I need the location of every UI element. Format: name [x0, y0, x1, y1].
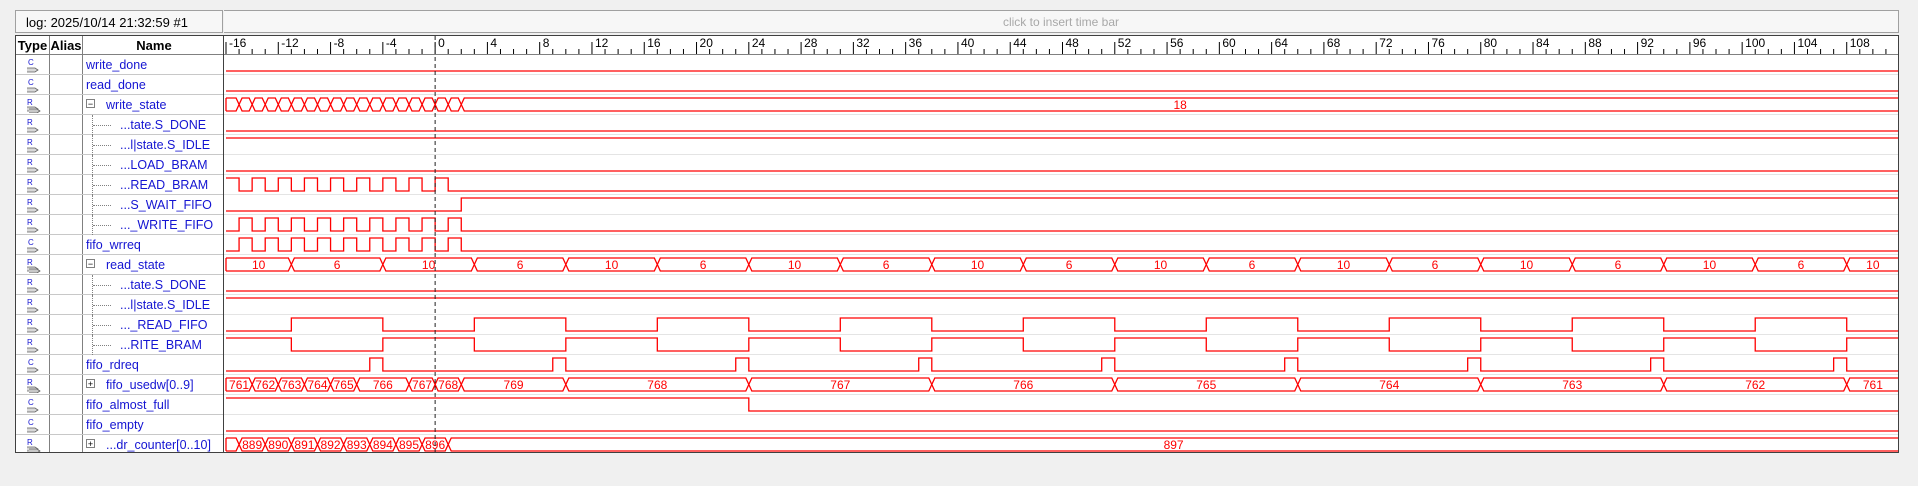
type-cell [16, 235, 50, 254]
svg-text:R: R [27, 318, 33, 327]
alias-cell[interactable] [50, 295, 83, 314]
signal-row[interactable] [16, 55, 224, 75]
svg-text:C: C [28, 358, 34, 367]
collapse-toggle-icon[interactable]: − [87, 259, 94, 269]
bus-value-label: 765 [333, 378, 354, 392]
signal-name[interactable]: write_state [106, 98, 167, 112]
tree-branch [93, 345, 111, 347]
bus-value-label: 761 [229, 378, 250, 392]
bus-segment[interactable] [317, 98, 330, 111]
signal-name[interactable]: ...LOAD_BRAM [120, 158, 208, 172]
bus-segment[interactable] [422, 98, 435, 111]
time-tick-label: 8 [542, 36, 550, 50]
signal-list-panel [15, 35, 224, 453]
time-tick-label: 28 [804, 36, 818, 50]
bus-value-label: 10 [1519, 258, 1534, 272]
bus-value-label: 6 [882, 258, 890, 272]
register-icon [25, 117, 41, 133]
type-cell [16, 315, 50, 334]
type-cell [16, 295, 50, 314]
bus-segment[interactable] [265, 98, 278, 111]
time-tick-label: 36 [908, 36, 923, 50]
expand-toggle-icon[interactable]: + [87, 379, 94, 389]
bus-value-label: 896 [425, 438, 446, 452]
register-bus-icon [25, 97, 41, 113]
alias-cell[interactable] [50, 155, 83, 174]
signal-row[interactable] [16, 235, 224, 255]
waveform-panel[interactable] [224, 35, 1899, 453]
bus-value-label: 10 [1866, 258, 1880, 272]
bus-value-label: 890 [268, 438, 289, 452]
type-column-header[interactable]: Type [16, 36, 50, 55]
bus-value-label: 10 [421, 258, 436, 272]
time-tick-label: -12 [281, 36, 299, 50]
signal-name[interactable]: ..._READ_FIFO [120, 318, 208, 332]
bus-segment[interactable] [239, 98, 252, 111]
bus-segment[interactable] [448, 98, 461, 111]
signal-waveform[interactable] [226, 218, 1899, 231]
register-icon [25, 277, 41, 293]
bus-value-label: 766 [1013, 378, 1034, 392]
bus-value-label: 895 [398, 438, 419, 452]
time-tick-label: 60 [1222, 36, 1236, 50]
output-pin-icon [25, 417, 41, 433]
tree-branch [93, 285, 111, 287]
alias-cell[interactable] [50, 395, 83, 414]
bus-value-label: 762 [255, 378, 276, 392]
type-cell [16, 155, 50, 174]
register-icon [25, 137, 41, 153]
signal-row[interactable] [16, 275, 224, 295]
time-tick-label: 100 [1745, 36, 1766, 50]
alias-cell[interactable] [50, 375, 83, 394]
bus-value-label: 767 [412, 378, 433, 392]
bus-segment[interactable] [370, 98, 383, 111]
time-tick-label: 52 [1117, 36, 1132, 50]
time-tick-label: -4 [385, 36, 397, 50]
bus-value-label: 893 [346, 438, 367, 452]
svg-text:C: C [28, 398, 34, 407]
signal-name[interactable]: fifo_empty [86, 418, 144, 432]
bus-value-label: 10 [970, 258, 985, 272]
register-icon [25, 177, 41, 193]
signal-waveform[interactable] [226, 398, 1899, 411]
register-icon [25, 217, 41, 233]
time-tick-label: 44 [1013, 36, 1027, 50]
register-bus-icon [25, 377, 41, 393]
svg-text:R: R [27, 198, 33, 207]
time-tick-label: 72 [1379, 36, 1393, 50]
signal-row[interactable] [16, 415, 224, 435]
bus-value-label: 767 [830, 378, 851, 392]
alias-cell[interactable] [50, 435, 83, 453]
signal-name[interactable]: ..._WRITE_FIFO [120, 218, 214, 232]
signal-name[interactable]: ...l|state.S_IDLE [120, 298, 211, 312]
register-icon [25, 317, 41, 333]
type-cell [16, 55, 50, 74]
bus-value-label: 764 [307, 378, 328, 392]
signal-row[interactable] [16, 255, 224, 275]
alias-cell[interactable] [50, 175, 83, 194]
signal-row[interactable] [16, 435, 224, 453]
time-tick-label: 96 [1692, 36, 1707, 50]
tree-branch [93, 185, 111, 187]
alias-cell[interactable] [50, 415, 83, 434]
log-label[interactable]: log: 2025/10/14 21:32:59 #1 [15, 10, 223, 33]
signal-waveform[interactable] [226, 338, 1899, 351]
signal-name[interactable]: fifo_rdreq [86, 358, 139, 372]
svg-text:C: C [28, 58, 34, 67]
svg-text:R: R [27, 218, 33, 227]
svg-text:R: R [27, 118, 33, 127]
tree-branch [93, 165, 111, 167]
output-pin-icon [25, 77, 41, 93]
signal-row[interactable] [16, 195, 224, 215]
bus-value-label: 897 [1163, 438, 1184, 452]
bus-value-label: 769 [503, 378, 524, 392]
bus-value-label: 6 [1797, 258, 1805, 272]
time-tick-label: 80 [1483, 36, 1498, 50]
bus-value-label: 18 [1173, 98, 1187, 112]
bus-value-label: 762 [1745, 378, 1766, 392]
output-pin-icon [25, 397, 41, 413]
bus-value-label: 6 [699, 258, 707, 272]
svg-text:R: R [27, 158, 33, 167]
bus-value-label: 889 [242, 438, 263, 452]
bus-value-label: 768 [647, 378, 668, 392]
signal-name[interactable]: ...READ_BRAM [120, 178, 209, 192]
bus-value-label: 10 [787, 258, 802, 272]
type-cell [16, 195, 50, 214]
register-icon [25, 297, 41, 313]
bus-segment[interactable] [226, 98, 239, 111]
signal-waveform[interactable] [226, 358, 1899, 371]
time-tick-label: 76 [1431, 36, 1445, 50]
signal-row[interactable] [16, 175, 224, 195]
type-cell [16, 175, 50, 194]
signal-name[interactable]: fifo_almost_full [86, 398, 170, 412]
bus-value-label: 763 [1562, 378, 1583, 392]
type-cell [16, 375, 50, 394]
signal-waveform[interactable] [226, 198, 1899, 211]
register-bus-icon [25, 257, 41, 273]
svg-text:R: R [27, 278, 33, 287]
bus-segment[interactable] [409, 98, 422, 111]
bus-segment[interactable] [344, 98, 357, 111]
time-tick-label: 84 [1536, 36, 1550, 50]
signal-row[interactable] [16, 215, 224, 235]
signal-name[interactable]: fifo_wrreq [86, 238, 141, 252]
bus-segment[interactable] [291, 98, 304, 111]
insert-time-bar-hint[interactable]: click to insert time bar [224, 10, 1899, 33]
time-tick-label: 64 [1274, 36, 1288, 50]
signal-name[interactable]: ...tate.S_DONE [120, 278, 207, 292]
time-tick-label: 32 [856, 36, 870, 50]
time-tick-label: 20 [699, 36, 713, 50]
alias-column-header[interactable]: Alias [50, 38, 82, 53]
signal-name[interactable]: ...l|state.S_IDLE [120, 138, 211, 152]
register-bus-icon [25, 437, 41, 453]
bus-value-label: 768 [438, 378, 459, 392]
bus-value-label: 764 [1379, 378, 1400, 392]
type-cell [16, 415, 50, 434]
signal-name[interactable]: read_state [106, 258, 166, 272]
type-cell [16, 115, 50, 134]
bus-value-label: 763 [281, 378, 302, 392]
type-cell [16, 435, 50, 453]
bus-value-label: 765 [1196, 378, 1217, 392]
type-cell [16, 215, 50, 234]
register-icon [25, 197, 41, 213]
bus-value-label: 6 [516, 258, 524, 272]
signal-row[interactable] [16, 335, 224, 355]
type-cell [16, 275, 50, 294]
collapse-toggle-icon[interactable]: − [87, 99, 94, 109]
alias-cell[interactable] [50, 335, 83, 354]
alias-cell[interactable] [50, 115, 83, 134]
time-tick-label: 92 [1640, 36, 1654, 50]
name-column-header[interactable]: Name [83, 36, 224, 55]
alias-cell[interactable] [50, 255, 83, 274]
bus-value-label: 6 [1614, 258, 1622, 272]
signal-row[interactable] [16, 295, 224, 315]
bus-segment[interactable] [252, 98, 265, 111]
svg-text:C: C [28, 238, 34, 247]
signal-name[interactable]: read_done [86, 78, 146, 92]
signal-waveform[interactable] [226, 318, 1899, 331]
type-cell [16, 135, 50, 154]
type-cell [16, 395, 50, 414]
svg-text:R: R [27, 338, 33, 347]
bus-segment[interactable] [396, 98, 409, 111]
bus-segment[interactable] [278, 98, 291, 111]
signal-name[interactable]: write_done [86, 58, 148, 72]
alias-cell[interactable] [50, 135, 83, 154]
time-tick-label: 48 [1065, 36, 1079, 50]
bus-value-label: 10 [1702, 258, 1717, 272]
time-tick-label: -8 [333, 36, 345, 50]
tree-branch [93, 125, 111, 127]
register-icon [25, 337, 41, 353]
output-pin-icon [25, 357, 41, 373]
signal-row[interactable] [16, 75, 224, 95]
bus-segment[interactable] [304, 98, 317, 111]
signal-row[interactable] [16, 395, 224, 415]
bus-segment[interactable] [331, 98, 344, 111]
alias-cell[interactable] [50, 355, 83, 374]
bus-value-label: 6 [1248, 258, 1256, 272]
type-cell [16, 75, 50, 94]
signal-name[interactable]: ...S_WAIT_FIFO [120, 198, 212, 212]
bus-segment[interactable] [226, 438, 239, 451]
tree-branch [93, 305, 111, 307]
signal-row[interactable] [16, 155, 224, 175]
alias-cell[interactable] [50, 315, 83, 334]
bus-value-label: 891 [294, 438, 315, 452]
time-tick-label: 24 [751, 36, 766, 50]
time-tick-label: 4 [490, 36, 498, 50]
register-icon [25, 157, 41, 173]
tree-branch [93, 225, 111, 227]
type-cell [16, 355, 50, 374]
time-tick-label: 88 [1588, 36, 1602, 50]
expand-toggle-icon[interactable]: + [87, 439, 94, 449]
svg-text:R: R [27, 178, 33, 187]
time-tick-label: 12 [594, 36, 609, 50]
bus-value-label: 892 [320, 438, 341, 452]
bus-value-label: 761 [1862, 378, 1883, 392]
alias-cell[interactable] [50, 55, 83, 74]
alias-cell[interactable] [50, 275, 83, 294]
type-cell [16, 95, 50, 114]
svg-text:R: R [27, 378, 33, 387]
alias-cell[interactable] [50, 215, 83, 234]
signal-waveform[interactable] [226, 238, 1899, 251]
tree-branch [93, 205, 111, 207]
svg-text:R: R [27, 258, 33, 267]
type-cell [16, 335, 50, 354]
bus-value-label: 766 [372, 378, 393, 392]
svg-text:R: R [27, 138, 33, 147]
output-pin-icon [25, 237, 41, 253]
waveform-canvas[interactable] [224, 36, 1899, 453]
alias-cell[interactable] [50, 75, 83, 94]
tree-branch [93, 325, 111, 327]
signal-name[interactable]: ...tate.S_DONE [120, 118, 207, 132]
signal-row[interactable] [16, 135, 224, 155]
bus-value-label: 10 [1153, 258, 1168, 272]
time-tick-label: 40 [960, 36, 975, 50]
time-tick-label: 108 [1849, 36, 1870, 50]
alias-cell[interactable] [50, 95, 83, 114]
bus-value-label: 6 [1431, 258, 1439, 272]
signal-row[interactable] [16, 115, 224, 135]
bus-value-label: 10 [1336, 258, 1351, 272]
alias-cell[interactable] [50, 195, 83, 214]
signal-name[interactable]: ...dr_counter[0..10] [106, 438, 211, 452]
bus-segment[interactable] [383, 98, 396, 111]
time-tick-label: 56 [1170, 36, 1184, 50]
signal-waveform[interactable] [226, 178, 1899, 191]
signal-row[interactable] [16, 375, 224, 395]
svg-text:C: C [28, 78, 34, 87]
signal-name[interactable]: ...RITE_BRAM [120, 338, 202, 352]
time-tick-label: 68 [1326, 36, 1341, 50]
bus-value-label: 6 [1065, 258, 1073, 272]
alias-cell[interactable] [50, 235, 83, 254]
type-cell [16, 255, 50, 274]
bus-value-label: 10 [604, 258, 619, 272]
time-tick-label: 16 [647, 36, 661, 50]
bus-segment[interactable] [435, 98, 448, 111]
signal-row[interactable] [16, 355, 224, 375]
signal-name[interactable]: fifo_usedw[0..9] [106, 378, 194, 392]
svg-text:C: C [28, 418, 34, 427]
output-pin-icon [25, 57, 41, 73]
svg-text:R: R [27, 298, 33, 307]
signal-row[interactable] [16, 95, 224, 115]
bus-value-label: 894 [372, 438, 393, 452]
svg-text:R: R [27, 98, 33, 107]
time-tick-label: 0 [438, 36, 445, 50]
bus-segment[interactable] [357, 98, 370, 111]
time-tick-label: 104 [1797, 36, 1818, 50]
svg-text:R: R [27, 438, 33, 447]
tree-branch [93, 145, 111, 147]
time-tick-label: -16 [229, 36, 247, 50]
bus-value-label: 10 [251, 258, 266, 272]
signal-row[interactable] [16, 315, 224, 335]
bus-value-label: 6 [333, 258, 341, 272]
